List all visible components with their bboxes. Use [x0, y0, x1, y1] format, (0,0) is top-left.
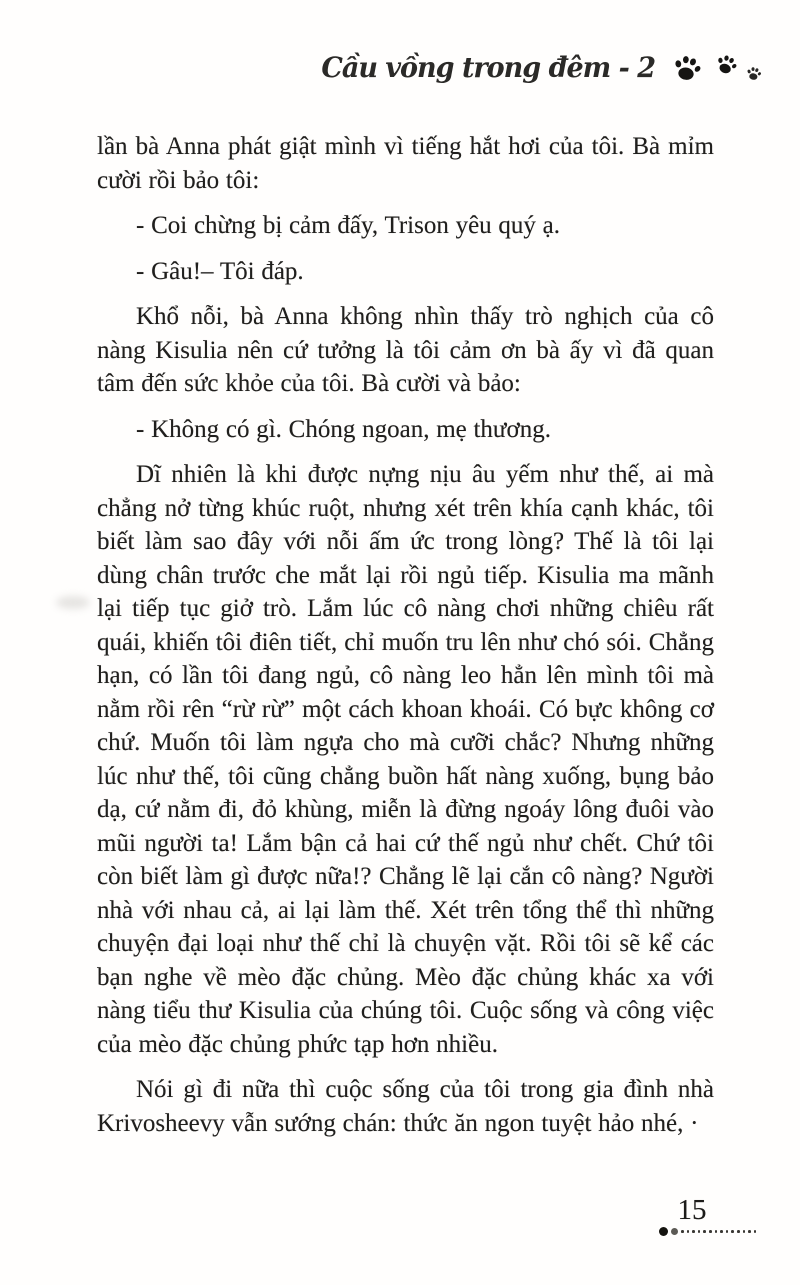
dot	[671, 1228, 678, 1235]
dot	[743, 1230, 746, 1233]
paragraph: - Không có gì. Chóng ngoan, mẹ thương.	[136, 415, 551, 443]
paw-print-icon	[711, 49, 741, 79]
running-head	[0, 52, 762, 84]
paragraph: lần bà Anna phát giật mình vì tiếng hắt hơi của tôi. Bà mỉm cười rồi bảo tôi:	[97, 133, 714, 194]
page-body	[97, 130, 714, 1152]
dot	[731, 1230, 734, 1233]
paragraph: Nói gì đi nữa thì cuộc sống của tôi trong gia đình nhà Krivosheevy vẫn sướng chán: thức ăn ngon tuyệt hảo nhé, ·	[97, 1076, 714, 1137]
paw-print-icon	[744, 64, 763, 83]
paragraph: Khổ nỗi, bà Anna không nhìn thấy trò nghịch của cô nàng Kisulia nên cứ tưởng là tôi cảm ơn bà ấy vì đã quan tâm đến sức khỏe của tôi. Bà cười và bảo:	[97, 303, 714, 397]
paw-print-icon	[668, 49, 705, 86]
paragraph: - Gâu!– Tôi đáp.	[136, 257, 304, 285]
paragraph: - Coi chừng bị cảm đấy, Trison yêu quý ạ.	[136, 212, 561, 239]
dot	[709, 1230, 712, 1233]
dot	[692, 1230, 695, 1233]
dot	[754, 1230, 757, 1233]
dot	[715, 1230, 718, 1233]
paw-prints-decoration	[671, 52, 762, 84]
dot	[687, 1230, 690, 1233]
paragraph: Dĩ nhiên là khi được nựng nịu âu yếm như thế, ai mà chẳng nở từng khúc ruột, nhưng xét trên khía cạnh khác, tôi biết làm sao đây với nỗi ấm ức trong lòng? Thế là tôi lại dùng chân trước che mắt lại rồi ngủ tiếp. Kisulia ma mãnh lại tiếp tục giở trò. Lắm lúc cô nàng chơi những chiêu rất quái, khiến tôi điên tiết, chỉ muốn tru lên như chó sói. Chẳng hạn, có lần tôi đang ngủ, cô nàng leo hẳn lên mình tôi mà nằm rồi rên “rừ rừ” một cách khoan khoái. Có bực không cơ chứ. Muốn tôi làm ngựa cho mà cưỡi chắc? Nhưng những lúc như thế, tôi cũng chẳng buồn hất nàng xuống, bụng bảo dạ, cứ nằm đi, đỏ khùng, miễn là đừng ngoáy lông đuôi vào mũi người ta! Lắm bận cả hai cứ thế ngủ như chết. Chứ tôi còn biết làm gì được nữa!? Chẳng lẽ lại cắn cô nàng? Người nhà với nhau cả, ai lại làm thế. Xét trên tổng thể thì những chuyện đại loại như thế chỉ là chuyện vặt. Rồi tôi sẽ kể các bạn nghe về mèo đặc chủng. Mèo đặc chủng khác xa với nàng tiểu thư Kisulia của chúng tôi. Cuộc sống và công việc của mèo đặc chủng phức tạp hơn nhiều.	[97, 461, 714, 1058]
dot	[703, 1230, 706, 1233]
dot	[659, 1227, 668, 1236]
scan-smudge-artifact	[56, 596, 90, 609]
dot	[681, 1230, 684, 1233]
dotted-line-decoration	[659, 1227, 771, 1236]
dot	[737, 1230, 740, 1233]
dot	[748, 1230, 751, 1233]
page-number: 15	[677, 1194, 707, 1226]
dot	[726, 1230, 729, 1233]
dot	[698, 1230, 701, 1233]
book-title: Cầu vồng trong đêm - 2	[321, 52, 655, 84]
paragraphs	[97, 130, 714, 1140]
dot	[720, 1230, 723, 1233]
